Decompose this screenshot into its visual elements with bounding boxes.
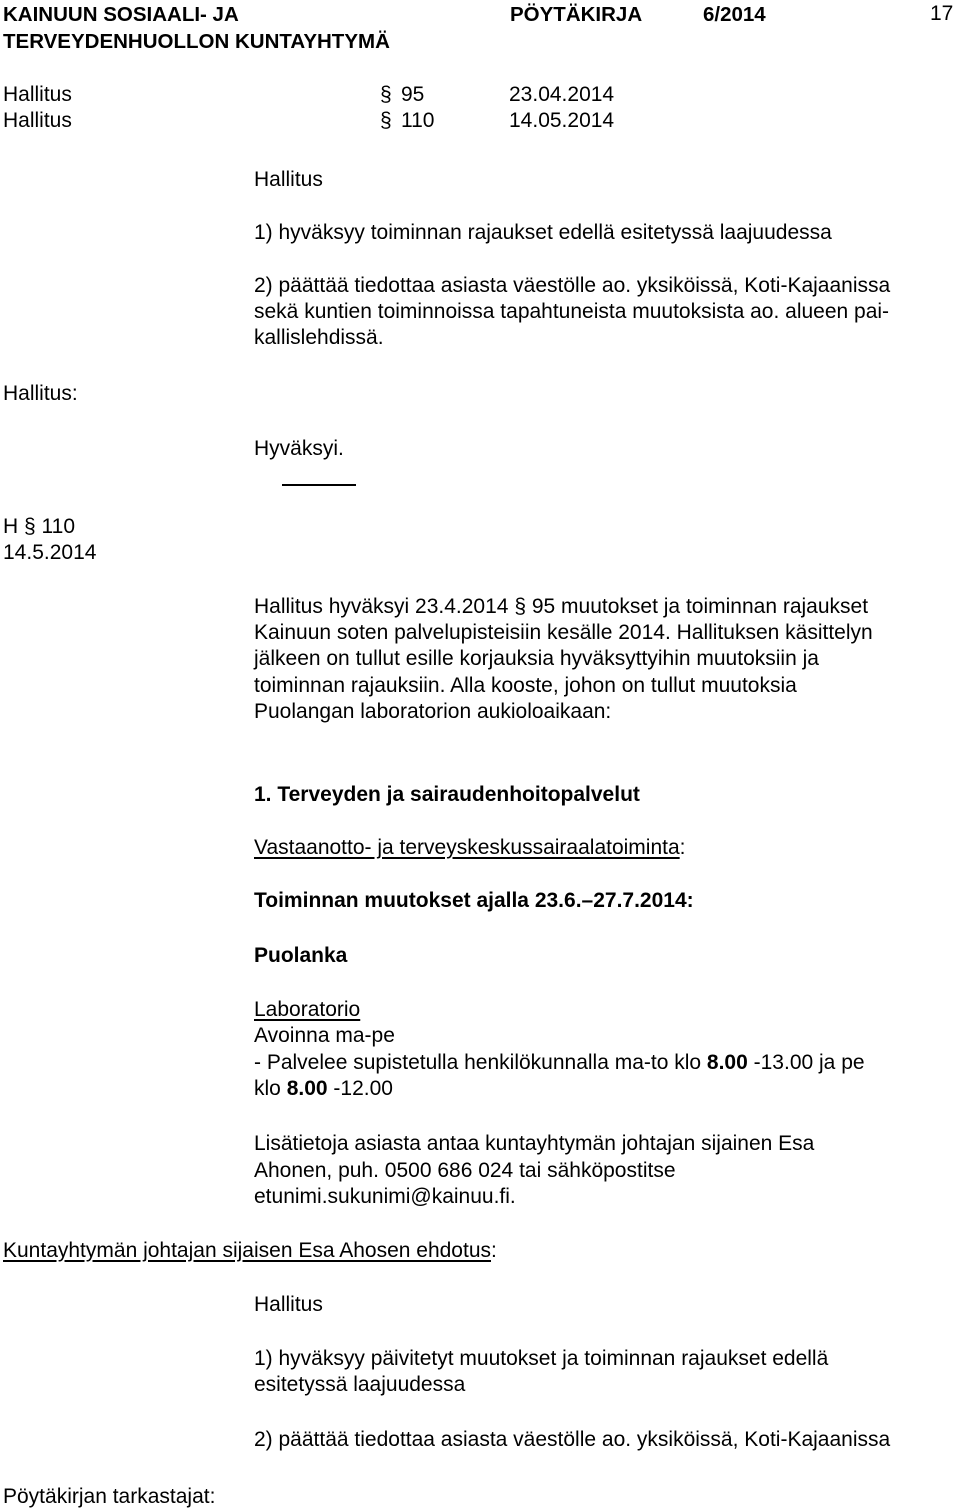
document-type: PÖYTÄKIRJA [510, 3, 643, 26]
decision-item-1: 1) hyväksyy toiminnan rajaukset edellä esitetyssä laajuudessa [254, 221, 832, 244]
staff-line-1-time: 8.00 [706, 1051, 748, 1074]
proposal-item-1-line-1: 1) hyväksyy päivitetyt muutokset ja toiminnan rajaukset edellä [254, 1347, 829, 1370]
service-subheading-line [254, 835, 686, 862]
ref-prefix: H [3, 515, 19, 538]
decision-item-2-line-1: 2) päättää tiedottaa asiasta väestölle ao. yksiköissä, Koti-Kajaanissa [254, 274, 891, 297]
org-name-line2: TERVEYDENHUOLLON KUNTAYHTYMÄ [3, 30, 390, 53]
intro-prefix: Hallitus hyväksyi 23.4.2014 [254, 595, 509, 618]
intro-line-1-rest: 95 muutokset ja toiminnan rajaukset [531, 595, 869, 618]
section-number-2: 110 [401, 109, 435, 132]
staff-line-1 [254, 1050, 865, 1077]
intro-line-4: toiminnan rajauksiin. Alla kooste, johon on tullut muutoksia [254, 674, 797, 697]
ref-code-line [3, 514, 75, 541]
intro-line-2: Kainuun soten palvelupisteisiin kesälle 2014. Hallituksen käsittelyn [254, 621, 873, 644]
board-label: Hallitus: [3, 382, 78, 405]
service-subheading-colon: : [679, 836, 686, 859]
section-symbol-1: § [380, 83, 392, 106]
section-date-1: 23.04.2014 [509, 83, 615, 106]
document-number: 6/2014 [703, 3, 766, 26]
signature-line [282, 484, 356, 486]
section-symbol-2: § [380, 109, 392, 132]
intro-line-1 [254, 594, 868, 621]
org-name-line1: KAINUUN SOSIAALI- JA [3, 3, 239, 26]
ref-section-symbol: § [24, 515, 36, 538]
proposal-item-1-line-2: esitetyssä laajuudessa [254, 1373, 466, 1396]
footer-label: Pöytäkirjan tarkastajat: [3, 1485, 216, 1508]
proposal-item-2: 2) päättää tiedottaa asiasta väestölle ao. yksiköissä, Koti-Kajaanissa [254, 1428, 891, 1451]
unit-name: Laboratorio [254, 998, 361, 1021]
staff-line-2-a: klo [254, 1077, 287, 1100]
section-body-1: Hallitus [3, 83, 72, 106]
section-body-2: Hallitus [3, 109, 72, 132]
page-number: 17 [930, 2, 954, 25]
contact-line-2: Ahonen, puh. 0500 686 024 tai sähköpostitse [254, 1159, 676, 1182]
location-name: Puolanka [254, 944, 348, 967]
proposal-label: Kuntayhtymän johtajan sijaisen Esa Ahosen ehdotus [3, 1239, 491, 1262]
section-number-1: 95 [401, 83, 425, 106]
staff-line-1-b: -13.00 ja pe [747, 1051, 865, 1074]
decision-body: Hallitus [254, 168, 323, 191]
intro-section-symbol: § [514, 595, 527, 618]
staff-line-2 [254, 1076, 393, 1103]
board-decision: Hyväksyi. [254, 437, 344, 460]
service-subheading: Vastaanotto- ja terveyskeskussairaalatoiminta [254, 836, 680, 859]
intro-line-3: jälkeen on tullut esille korjauksia hyväksyttyihin muutoksiin ja [254, 647, 819, 670]
decision-item-2-line-3: kallislehdissä. [254, 326, 384, 349]
staff-line-2-time: 8.00 [286, 1077, 328, 1100]
opening-text: Avoinna ma-pe [254, 1024, 395, 1047]
changes-heading: Toiminnan muutokset ajalla 23.6.–27.7.2014: [254, 889, 694, 912]
decision-item-2-line-2: sekä kuntien toiminnoissa tapahtuneista muutoksista ao. alueen pai- [254, 300, 890, 323]
ref-number: 110 [41, 515, 76, 538]
staff-line-2-b: -12.00 [327, 1077, 393, 1100]
intro-line-5: Puolangan laboratorion aukioloaikaan: [254, 700, 612, 723]
service-heading: 1. Terveyden ja sairaudenhoitopalvelut [254, 783, 640, 806]
staff-line-1-a: - Palvelee supistetulla henkilökunnalla ma-to klo [254, 1051, 707, 1074]
contact-line-3: etunimi.sukunimi@kainuu.fi. [254, 1185, 516, 1208]
proposal-label-line [3, 1238, 497, 1265]
ref-date: 14.5.2014 [3, 541, 97, 564]
contact-line-1: Lisätietoja asiasta antaa kuntayhtymän johtajan sijainen Esa [254, 1132, 815, 1155]
proposal-label-colon: : [491, 1239, 497, 1262]
section-date-2: 14.05.2014 [509, 109, 615, 132]
proposal-body: Hallitus [254, 1293, 323, 1316]
